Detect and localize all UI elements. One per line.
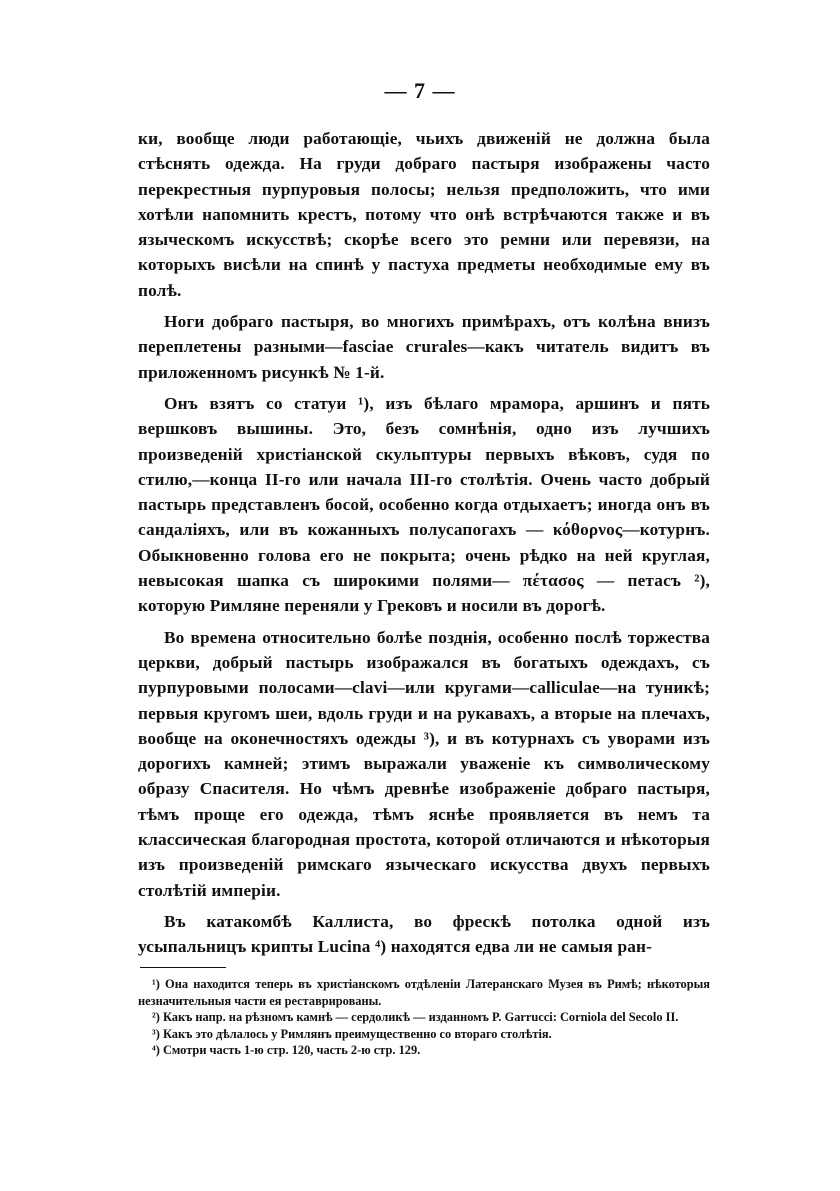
footnote-3: ³) Какъ это дѣлалось у Римлянъ преимущественно со втораго столѣтія. bbox=[152, 1026, 552, 1041]
footnote-1: ¹) Она находится теперь въ христіанскомъ отдѣленіи Латеранскаго Музея въ Римѣ; нѣкоторыя незначительныя части ея реставрированы. bbox=[138, 977, 710, 1008]
paragraph-continuation: ки, вообще люди работающіе, чьихъ движеній не должна была стѣснять одежда. На груди добраго пастыря изображены часто перекрестныя пурпуровыя полосы; нельзя предположить, что ими хотѣли напомнить крестъ, потому что онѣ встрѣчаются также и въ языческомъ искусствѣ; скорѣе всего это ремни или перевязи, на которыхъ висѣли на спинѣ у пастуха предметы необходимые ему въ полѣ. bbox=[138, 129, 710, 300]
paragraph-legs: Ноги добраго пастыря, во многихъ примѣрахъ, отъ колѣна внизъ переплетены разными—fasciae crurales—какъ читатель видитъ въ приложенномъ рисункѣ № 1-й. bbox=[138, 312, 710, 382]
paragraph-later-times: Во времена относительно болѣе позднія, особенно послѣ торжества церкви, добрый пастырь изображался въ богатыхъ одеждахъ, съ пурпуровыми полосами—clavi—или кругами—calliculae—на туникѣ; первыя кругомъ шеи, вдоль груди и на рукавахъ, а вторые на плечахъ, вообще на оконечностяхъ одежды ³), и въ котурнахъ съ уворами изъ дорогихъ камней; этимъ выражали уваженіе къ символическому образу Спасителя. Но чѣмъ древнѣе изображеніе добраго пастыря, тѣмъ проще его одежда, тѣмъ яснѣе проявляется въ немъ та классическая благородная простота, которой отличаются и нѣкоторыя изъ произведеній римскаго языческаго искусства двухъ первыхъ столѣтій имперіи. bbox=[138, 627, 710, 900]
paragraph-statue: Онъ взятъ со статуи ¹), изъ бѣлаго мрамора, аршинъ и пять вершковъ вышины. Это, безъ сомнѣнія, одно изъ лучшихъ произведеній христіанской скульптуры первыхъ вѣковъ, судя по стилю,—конца II-го или начала III-го столѣтія. Очень часто добрый пастырь представленъ босой, особенно когда отдыхаетъ; иногда онъ въ сандаліяхъ, или въ кожанныхъ полусапогахъ — κόθορνος—котурнъ. Обыкновенно голова его не покрыта; очень рѣдко на ней круглая, невысокая шапка съ широкими полями— πέτασος — петасъ ²), которую Римляне переняли у Грековъ и носили въ дорогѣ. bbox=[138, 393, 710, 616]
footnote-2: ²) Какъ напр. на рѣзномъ камнѣ — сердоликѣ — изданномъ P. Garrucci: Corniola del Secolo II. bbox=[152, 1010, 679, 1025]
footnotes bbox=[138, 976, 710, 1059]
page-number: — 7 — bbox=[384, 78, 456, 103]
footnote-4: ⁴) Смотри часть 1-ю стр. 120, часть 2-ю стр. 129. bbox=[152, 1043, 421, 1058]
main-text bbox=[138, 126, 710, 960]
paragraph-catacomb: Въ катакомбѣ Каллиста, во фрескѣ потолка одной изъ усыпальницъ крипты Lucina ⁴) находятся едва ли не самыя ран- bbox=[138, 911, 710, 957]
footnote-divider bbox=[140, 967, 226, 968]
